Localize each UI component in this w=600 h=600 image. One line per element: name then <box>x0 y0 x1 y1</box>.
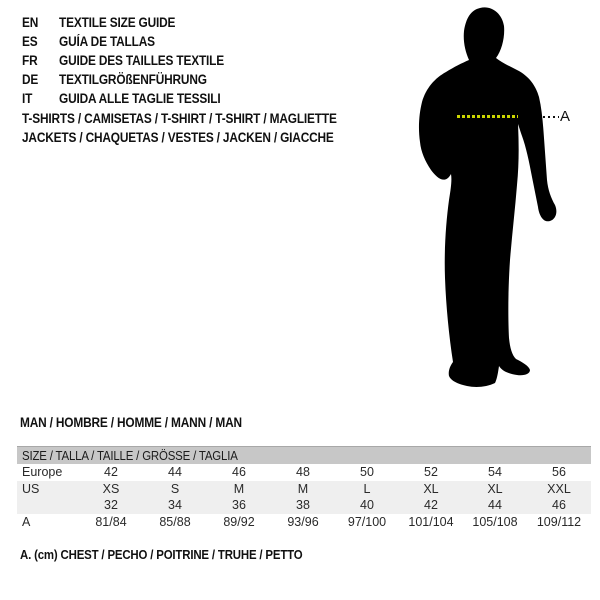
language-label: TEXTILE SIZE GUIDE <box>59 15 176 30</box>
size-table-cell: 46 <box>552 498 566 513</box>
language-code: FR <box>22 53 38 68</box>
section-title-man <box>20 413 272 432</box>
language-label: TEXTILGRÖßENFÜHRUNG <box>59 72 207 87</box>
size-table-cell: 48 <box>296 465 310 479</box>
man-silhouette <box>390 0 600 400</box>
size-table-cell: 105/108 <box>472 514 518 529</box>
measurement-footnote <box>20 546 341 564</box>
language-code: ES <box>22 34 38 49</box>
measure-label-a: A <box>560 108 571 125</box>
size-table-row-label: A <box>22 514 31 529</box>
category-line-jackets-text: JACKETS / CHAQUETAS / VESTES / JACKEN / GIACCHE <box>22 130 334 145</box>
size-table-cell: S <box>170 481 180 496</box>
size-table-cell: XL <box>423 481 439 496</box>
size-table-cell: 42 <box>424 498 438 513</box>
size-table-cell: 40 <box>360 498 374 513</box>
size-table-cell: M <box>297 481 309 496</box>
size-table-cell: 52 <box>424 465 438 479</box>
size-table-cell: XS <box>102 481 120 496</box>
size-table-cell: 42 <box>104 465 118 479</box>
size-table-cell: 38 <box>296 498 310 513</box>
size-table-cell: 109/112 <box>536 514 582 529</box>
language-label: GUÍA DE TALLAS <box>59 34 155 49</box>
language-code: IT <box>22 91 33 106</box>
language-code: EN <box>22 15 39 30</box>
size-table-cell: 81/84 <box>95 514 127 529</box>
size-table-cell: XXL <box>547 481 571 496</box>
language-row-it <box>22 89 247 108</box>
size-table-cell: 34 <box>168 498 182 513</box>
category-line-tshirts-text: T-SHIRTS / CAMISETAS / T-SHIRT / T-SHIRT / MAGLIETTE <box>22 111 337 126</box>
size-table <box>17 446 591 530</box>
size-table-cell: L <box>363 481 371 496</box>
section-title-man-text: MAN / HOMBRE / HOMME / MANN / MAN <box>20 415 242 430</box>
size-table-cell: 36 <box>232 498 246 513</box>
size-table-row <box>17 497 591 514</box>
size-table-cell: 54 <box>488 465 502 479</box>
size-table-row-label <box>17 497 79 514</box>
size-table-cell: 101/104 <box>408 514 454 529</box>
language-label: GUIDA ALLE TAGLIE TESSILI <box>59 91 221 106</box>
size-table-row <box>17 464 591 481</box>
category-block <box>22 109 380 147</box>
chest-measure-line <box>457 115 518 118</box>
language-row-es <box>22 32 247 51</box>
size-table-cell: 50 <box>360 465 374 479</box>
size-table-cell: 97/100 <box>347 514 387 529</box>
language-row-en <box>22 13 247 32</box>
language-code: DE <box>22 72 39 87</box>
category-line-tshirts <box>22 109 380 128</box>
size-table-row <box>17 514 591 531</box>
measure-callout-line <box>543 116 559 118</box>
size-table-cell: 46 <box>232 465 246 479</box>
category-line-jackets <box>22 128 380 147</box>
size-table-cell: 32 <box>104 498 118 513</box>
size-table-header <box>17 446 591 464</box>
size-table-body <box>17 464 591 530</box>
size-table-cell: XL <box>487 481 503 496</box>
size-table-cell: 89/92 <box>223 514 255 529</box>
language-row-fr <box>22 51 247 70</box>
size-table-cell: 93/96 <box>287 514 319 529</box>
size-table-cell: 44 <box>168 465 182 479</box>
measurement-footnote-text: A. (cm) CHEST / PECHO / POITRINE / TRUHE / PETTO <box>20 547 303 562</box>
language-list <box>22 13 247 108</box>
language-label: GUIDE DES TAILLES TEXTILE <box>59 53 225 68</box>
size-table-row-label: US <box>22 481 40 496</box>
size-table-header-text: SIZE / TALLA / TAILLE / GRÖSSE / TAGLIA <box>22 448 238 463</box>
size-table-cell: 44 <box>488 498 502 513</box>
size-table-row-label: Europe <box>22 465 63 479</box>
size-table-cell: M <box>233 481 245 496</box>
size-table-cell: 85/88 <box>159 514 191 529</box>
language-row-de <box>22 70 247 89</box>
size-table-row <box>17 481 591 498</box>
size-table-cell: 56 <box>552 465 566 479</box>
